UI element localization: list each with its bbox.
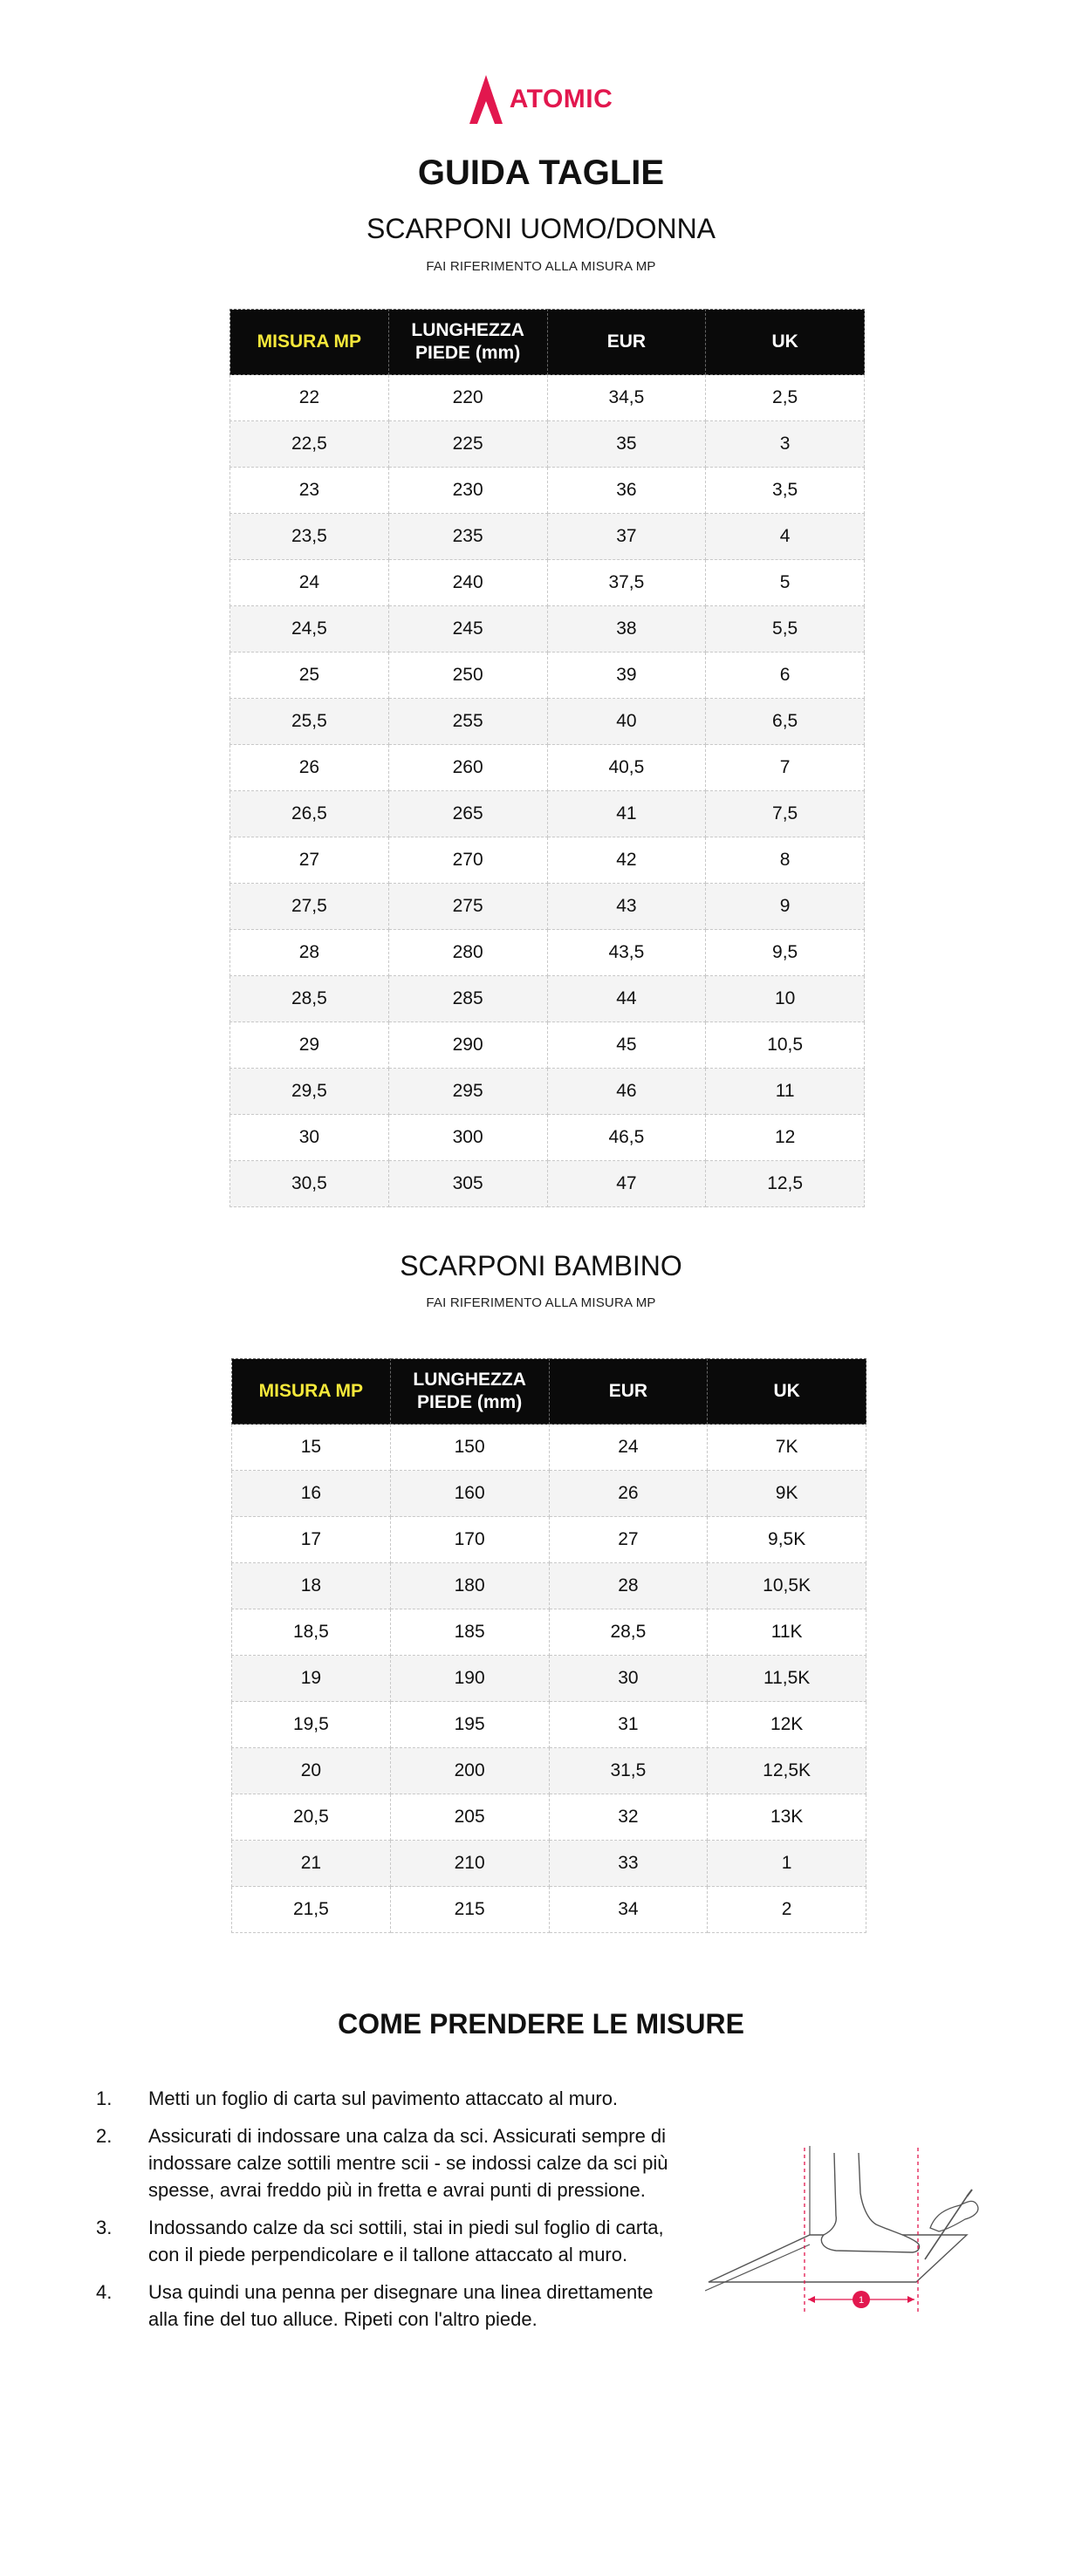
cell-uk: 9 bbox=[706, 884, 865, 930]
table-row bbox=[230, 699, 865, 745]
cell-lunghezza: 180 bbox=[390, 1563, 549, 1609]
cell-uk: 7,5 bbox=[706, 791, 865, 837]
table-row bbox=[232, 1702, 866, 1748]
measure-marker-label: 1 bbox=[858, 2295, 865, 2306]
cell-uk: 8 bbox=[706, 837, 865, 884]
cell-uk: 11,5K bbox=[708, 1656, 866, 1702]
table-row bbox=[230, 1115, 865, 1161]
col-header-misura-mp: MISURA MP bbox=[230, 310, 389, 375]
table-row bbox=[230, 653, 865, 699]
table-row bbox=[230, 1069, 865, 1115]
cell-uk: 10 bbox=[706, 976, 865, 1022]
step-text: Usa quindi una penna per disegnare una linea direttamente alla fine del tuo alluce. Ripeti con l'altro piede. bbox=[148, 2281, 654, 2330]
cell-eur: 28 bbox=[549, 1563, 708, 1609]
cell-misura-mp: 27 bbox=[230, 837, 389, 884]
cell-eur: 35 bbox=[547, 421, 706, 468]
step-number: 2. bbox=[96, 2125, 113, 2147]
cell-misura-mp: 23 bbox=[230, 468, 389, 514]
cell-misura-mp: 23,5 bbox=[230, 514, 389, 560]
adult-size-table bbox=[229, 309, 865, 1207]
cell-misura-mp: 28 bbox=[230, 930, 389, 976]
cell-uk: 12,5K bbox=[708, 1748, 866, 1794]
adult-section-subtitle: FAI RIFERIMENTO ALLA MISURA MP bbox=[426, 259, 656, 274]
kids-section-subtitle: FAI RIFERIMENTO ALLA MISURA MP bbox=[426, 1295, 656, 1310]
cell-misura-mp: 21,5 bbox=[232, 1887, 391, 1933]
table-row bbox=[232, 1887, 866, 1933]
measure-step bbox=[96, 2122, 681, 2204]
cell-lunghezza: 265 bbox=[388, 791, 547, 837]
step-text: Metti un foglio di carta sul pavimento attaccato al muro. bbox=[148, 2087, 619, 2109]
cell-uk: 7 bbox=[706, 745, 865, 791]
cell-misura-mp: 29 bbox=[230, 1022, 389, 1069]
cell-misura-mp: 20 bbox=[232, 1748, 391, 1794]
cell-eur: 36 bbox=[547, 468, 706, 514]
cell-eur: 41 bbox=[547, 791, 706, 837]
cell-uk: 3,5 bbox=[706, 468, 865, 514]
table-row bbox=[232, 1841, 866, 1887]
cell-uk: 4 bbox=[706, 514, 865, 560]
cell-lunghezza: 170 bbox=[390, 1517, 549, 1563]
cell-lunghezza: 280 bbox=[388, 930, 547, 976]
cell-misura-mp: 25 bbox=[230, 653, 389, 699]
measure-step bbox=[96, 2279, 681, 2333]
cell-eur: 39 bbox=[547, 653, 706, 699]
col-header-lunghezza: LUNGHEZZA PIEDE (mm) bbox=[390, 1359, 549, 1425]
cell-lunghezza: 205 bbox=[390, 1794, 549, 1841]
cell-eur: 46 bbox=[547, 1069, 706, 1115]
cell-misura-mp: 30 bbox=[230, 1115, 389, 1161]
col-header-uk: UK bbox=[708, 1359, 866, 1425]
cell-lunghezza: 150 bbox=[390, 1425, 549, 1471]
table-row bbox=[230, 837, 865, 884]
cell-uk: 6 bbox=[706, 653, 865, 699]
cell-eur: 40,5 bbox=[547, 745, 706, 791]
table-row bbox=[230, 375, 865, 421]
brand-logo bbox=[0, 75, 1082, 124]
cell-uk: 7K bbox=[708, 1425, 866, 1471]
cell-lunghezza: 295 bbox=[388, 1069, 547, 1115]
step-number: 3. bbox=[96, 2217, 113, 2238]
cell-eur: 43,5 bbox=[547, 930, 706, 976]
cell-misura-mp: 27,5 bbox=[230, 884, 389, 930]
table-row bbox=[232, 1563, 866, 1609]
measure-section-title: COME PRENDERE LE MISURE bbox=[338, 2008, 744, 2040]
cell-eur: 47 bbox=[547, 1161, 706, 1207]
cell-misura-mp: 20,5 bbox=[232, 1794, 391, 1841]
cell-misura-mp: 24 bbox=[230, 560, 389, 606]
cell-misura-mp: 21 bbox=[232, 1841, 391, 1887]
cell-misura-mp: 18 bbox=[232, 1563, 391, 1609]
cell-eur: 27 bbox=[549, 1517, 708, 1563]
cell-misura-mp: 26 bbox=[230, 745, 389, 791]
table-row bbox=[232, 1656, 866, 1702]
step-text: Indossando calze da sci sottili, stai in piedi sul foglio di carta, con il piede perpendicolare e il tallone attaccato al muro. bbox=[148, 2217, 664, 2265]
cell-eur: 31 bbox=[549, 1702, 708, 1748]
cell-uk: 11 bbox=[706, 1069, 865, 1115]
cell-lunghezza: 215 bbox=[390, 1887, 549, 1933]
cell-uk: 5,5 bbox=[706, 606, 865, 653]
cell-eur: 40 bbox=[547, 699, 706, 745]
cell-lunghezza: 230 bbox=[388, 468, 547, 514]
cell-uk: 13K bbox=[708, 1794, 866, 1841]
table-row bbox=[230, 1161, 865, 1207]
step-number: 1. bbox=[96, 2087, 113, 2109]
cell-lunghezza: 260 bbox=[388, 745, 547, 791]
measure-step bbox=[96, 2085, 681, 2112]
cell-uk: 9,5K bbox=[708, 1517, 866, 1563]
step-text: Assicurati di indossare una calza da sci. Assicurati sempre di indossare calze sottili mentre scii - se indossi calze da sci più spesse, avrai freddo più in fretta e avrai punti di pressione. bbox=[148, 2125, 668, 2201]
kids-section-title: SCARPONI BAMBINO bbox=[400, 1250, 682, 1281]
col-header-eur: EUR bbox=[547, 310, 706, 375]
cell-eur: 34 bbox=[549, 1887, 708, 1933]
cell-uk: 6,5 bbox=[706, 699, 865, 745]
cell-lunghezza: 185 bbox=[390, 1609, 549, 1656]
adult-section-title: SCARPONI UOMO/DONNA bbox=[366, 213, 716, 244]
cell-uk: 9K bbox=[708, 1471, 866, 1517]
table-row bbox=[230, 421, 865, 468]
cell-eur: 34,5 bbox=[547, 375, 706, 421]
table-row bbox=[230, 468, 865, 514]
cell-eur: 28,5 bbox=[549, 1609, 708, 1656]
table-row bbox=[232, 1471, 866, 1517]
kids-table-body bbox=[232, 1425, 866, 1933]
cell-eur: 45 bbox=[547, 1022, 706, 1069]
step-number: 4. bbox=[96, 2281, 113, 2303]
cell-eur: 46,5 bbox=[547, 1115, 706, 1161]
cell-eur: 26 bbox=[549, 1471, 708, 1517]
measure-steps-list bbox=[96, 2085, 681, 2343]
cell-misura-mp: 19,5 bbox=[232, 1702, 391, 1748]
col-header-uk: UK bbox=[706, 310, 865, 375]
table-row bbox=[232, 1748, 866, 1794]
cell-lunghezza: 245 bbox=[388, 606, 547, 653]
col-header-misura-mp: MISURA MP bbox=[232, 1359, 391, 1425]
measure-step bbox=[96, 2214, 681, 2268]
col-header-lunghezza: LUNGHEZZA PIEDE (mm) bbox=[388, 310, 547, 375]
cell-lunghezza: 225 bbox=[388, 421, 547, 468]
cell-misura-mp: 17 bbox=[232, 1517, 391, 1563]
cell-lunghezza: 210 bbox=[390, 1841, 549, 1887]
table-header-row bbox=[232, 1359, 866, 1425]
table-row bbox=[230, 606, 865, 653]
table-row bbox=[232, 1794, 866, 1841]
cell-misura-mp: 16 bbox=[232, 1471, 391, 1517]
cell-uk: 11K bbox=[708, 1609, 866, 1656]
table-header-row bbox=[230, 310, 865, 375]
cell-eur: 33 bbox=[549, 1841, 708, 1887]
brand-name: ATOMIC bbox=[509, 85, 613, 113]
cell-misura-mp: 22 bbox=[230, 375, 389, 421]
table-row bbox=[230, 884, 865, 930]
cell-uk: 3 bbox=[706, 421, 865, 468]
adult-table-body bbox=[230, 375, 865, 1207]
cell-misura-mp: 18,5 bbox=[232, 1609, 391, 1656]
cell-uk: 5 bbox=[706, 560, 865, 606]
cell-eur: 30 bbox=[549, 1656, 708, 1702]
cell-lunghezza: 235 bbox=[388, 514, 547, 560]
cell-uk: 1 bbox=[708, 1841, 866, 1887]
cell-eur: 42 bbox=[547, 837, 706, 884]
cell-misura-mp: 25,5 bbox=[230, 699, 389, 745]
cell-lunghezza: 255 bbox=[388, 699, 547, 745]
cell-eur: 38 bbox=[547, 606, 706, 653]
table-row bbox=[232, 1609, 866, 1656]
cell-lunghezza: 300 bbox=[388, 1115, 547, 1161]
table-row bbox=[232, 1425, 866, 1471]
page-title: GUIDA TAGLIE bbox=[417, 154, 665, 192]
cell-misura-mp: 28,5 bbox=[230, 976, 389, 1022]
table-row bbox=[232, 1517, 866, 1563]
table-row bbox=[230, 514, 865, 560]
cell-lunghezza: 250 bbox=[388, 653, 547, 699]
table-row bbox=[230, 1022, 865, 1069]
cell-lunghezza: 200 bbox=[390, 1748, 549, 1794]
cell-lunghezza: 285 bbox=[388, 976, 547, 1022]
cell-misura-mp: 15 bbox=[232, 1425, 391, 1471]
cell-eur: 43 bbox=[547, 884, 706, 930]
cell-lunghezza: 160 bbox=[390, 1471, 549, 1517]
cell-uk: 2 bbox=[708, 1887, 866, 1933]
cell-uk: 9,5 bbox=[706, 930, 865, 976]
cell-uk: 12K bbox=[708, 1702, 866, 1748]
table-row bbox=[230, 745, 865, 791]
table-row bbox=[230, 930, 865, 976]
cell-eur: 37,5 bbox=[547, 560, 706, 606]
table-row bbox=[230, 560, 865, 606]
cell-lunghezza: 220 bbox=[388, 375, 547, 421]
cell-lunghezza: 190 bbox=[390, 1656, 549, 1702]
cell-lunghezza: 195 bbox=[390, 1702, 549, 1748]
table-row bbox=[230, 791, 865, 837]
cell-uk: 12 bbox=[706, 1115, 865, 1161]
cell-misura-mp: 19 bbox=[232, 1656, 391, 1702]
cell-misura-mp: 24,5 bbox=[230, 606, 389, 653]
cell-eur: 31,5 bbox=[549, 1748, 708, 1794]
cell-eur: 44 bbox=[547, 976, 706, 1022]
cell-uk: 10,5 bbox=[706, 1022, 865, 1069]
atomic-a-icon bbox=[469, 75, 503, 124]
cell-uk: 12,5 bbox=[706, 1161, 865, 1207]
foot-measure-icon bbox=[705, 2144, 993, 2327]
cell-lunghezza: 290 bbox=[388, 1022, 547, 1069]
cell-lunghezza: 270 bbox=[388, 837, 547, 884]
cell-uk: 10,5K bbox=[708, 1563, 866, 1609]
cell-eur: 37 bbox=[547, 514, 706, 560]
cell-eur: 24 bbox=[549, 1425, 708, 1471]
cell-lunghezza: 275 bbox=[388, 884, 547, 930]
cell-misura-mp: 30,5 bbox=[230, 1161, 389, 1207]
table-row bbox=[230, 976, 865, 1022]
kids-size-table bbox=[231, 1358, 866, 1933]
cell-lunghezza: 240 bbox=[388, 560, 547, 606]
cell-misura-mp: 22,5 bbox=[230, 421, 389, 468]
cell-misura-mp: 26,5 bbox=[230, 791, 389, 837]
cell-eur: 32 bbox=[549, 1794, 708, 1841]
cell-uk: 2,5 bbox=[706, 375, 865, 421]
col-header-eur: EUR bbox=[549, 1359, 708, 1425]
cell-misura-mp: 29,5 bbox=[230, 1069, 389, 1115]
cell-lunghezza: 305 bbox=[388, 1161, 547, 1207]
